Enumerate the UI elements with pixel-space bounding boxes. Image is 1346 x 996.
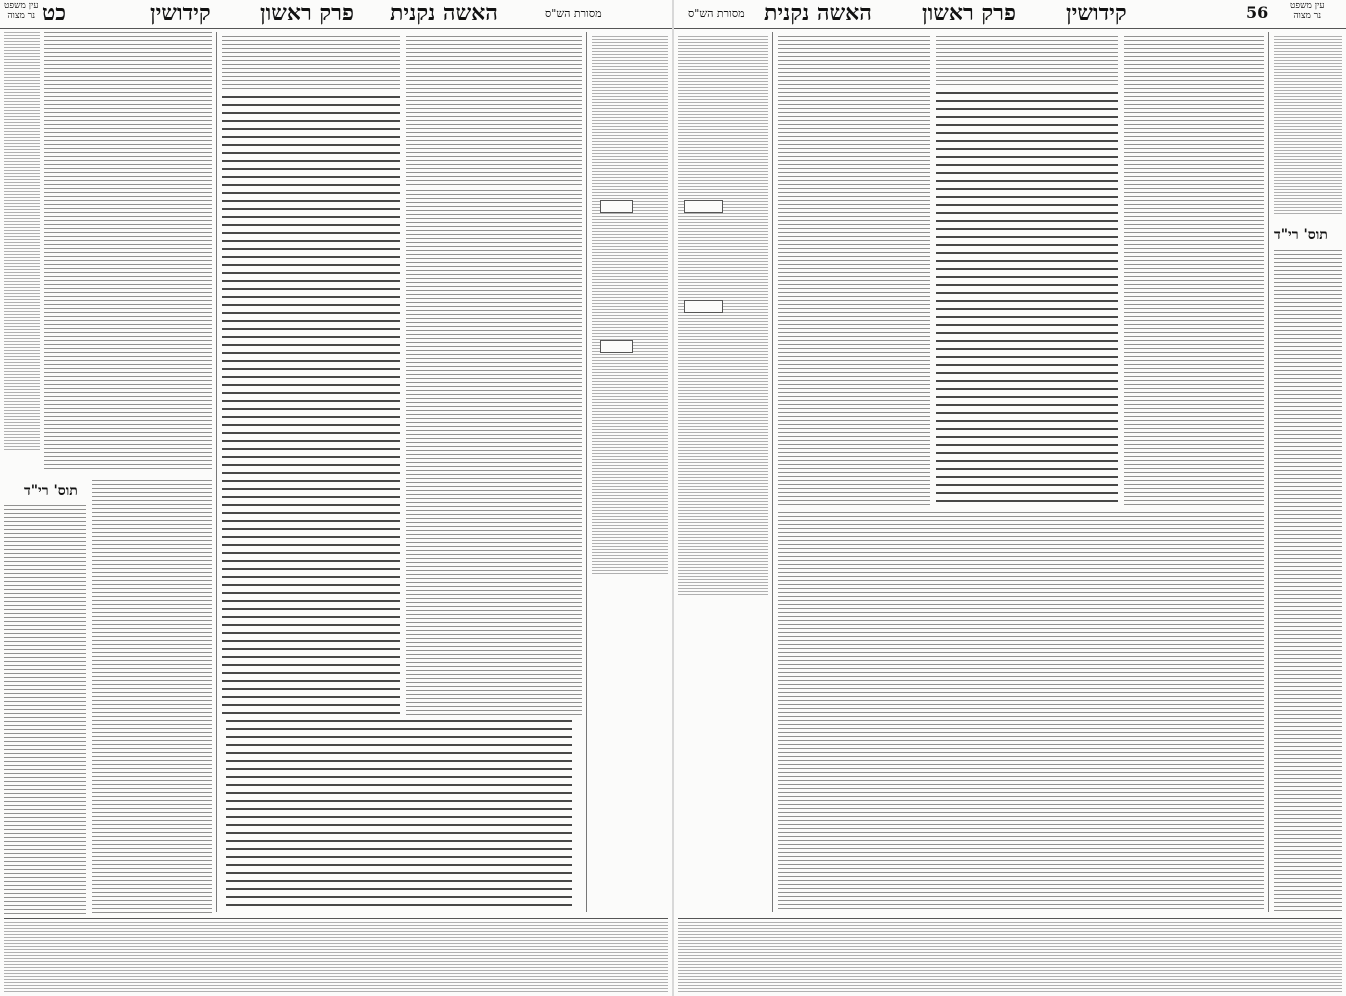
- column-divider: [216, 32, 217, 912]
- perek-title: פרק ראשון: [922, 0, 1016, 26]
- tractate-title: האשה נקנית: [764, 0, 872, 26]
- gemara-text-column: [936, 92, 1118, 506]
- ein-mishpat-column: [1274, 36, 1342, 216]
- page-number: 56: [1246, 3, 1269, 22]
- ein-mishpat-header: עין משפט נר מצוה: [1290, 1, 1325, 21]
- header-rule: [0, 28, 672, 29]
- rashi-column: [406, 190, 582, 716]
- rashi-upper: [406, 36, 582, 186]
- marginal-note-box: [684, 200, 723, 213]
- commentary-column-upper: [1124, 36, 1264, 506]
- column-divider: [772, 32, 773, 912]
- marginal-note-box: [600, 200, 633, 213]
- perek-title: פרק ראשון: [260, 0, 354, 26]
- marginal-note-box: [684, 300, 723, 313]
- tosafot-rid-column: [1274, 250, 1342, 912]
- gemara-text-wide: [226, 720, 572, 910]
- folio-number: כט: [42, 0, 67, 26]
- tosafot-rid-label: תוס' רי"ד: [20, 482, 82, 501]
- masoret-header: מסורת הש"ס: [545, 7, 602, 20]
- tosafot-text-wide: [778, 512, 1264, 912]
- footer-rule: [678, 918, 1342, 919]
- right-page: [674, 0, 1346, 996]
- column-divider: [586, 32, 587, 912]
- column-divider: [1268, 32, 1269, 912]
- rashi-column: [778, 36, 930, 506]
- ein-mishpat-header: עין משפט נר מצוה: [4, 1, 39, 21]
- commentary-column-lower: [92, 480, 212, 915]
- footer-notes: [678, 922, 1342, 992]
- tosafot-rid-column: [4, 505, 86, 915]
- footer-notes: [4, 922, 668, 992]
- chapter-title: קידושין: [1066, 0, 1127, 26]
- masoret-header: מסורת הש"ס: [688, 7, 745, 20]
- gemara-block-top: [222, 36, 400, 90]
- left-page: [0, 0, 672, 996]
- chapter-title: קידושין: [150, 0, 211, 26]
- tractate-title: האשה נקנית: [390, 0, 498, 26]
- header-rule: [674, 28, 1346, 29]
- gemara-block-top: [936, 36, 1118, 86]
- masoret-column: [592, 36, 668, 576]
- tosafot-rid-label: תוס' רי"ד: [1270, 226, 1332, 245]
- masoret-column: [678, 36, 768, 596]
- footer-rule: [4, 918, 668, 919]
- marginal-note-box: [600, 340, 633, 353]
- commentary-column-upper: [44, 32, 212, 472]
- ein-mishpat-column: [4, 32, 40, 452]
- gemara-text-column: [222, 96, 400, 716]
